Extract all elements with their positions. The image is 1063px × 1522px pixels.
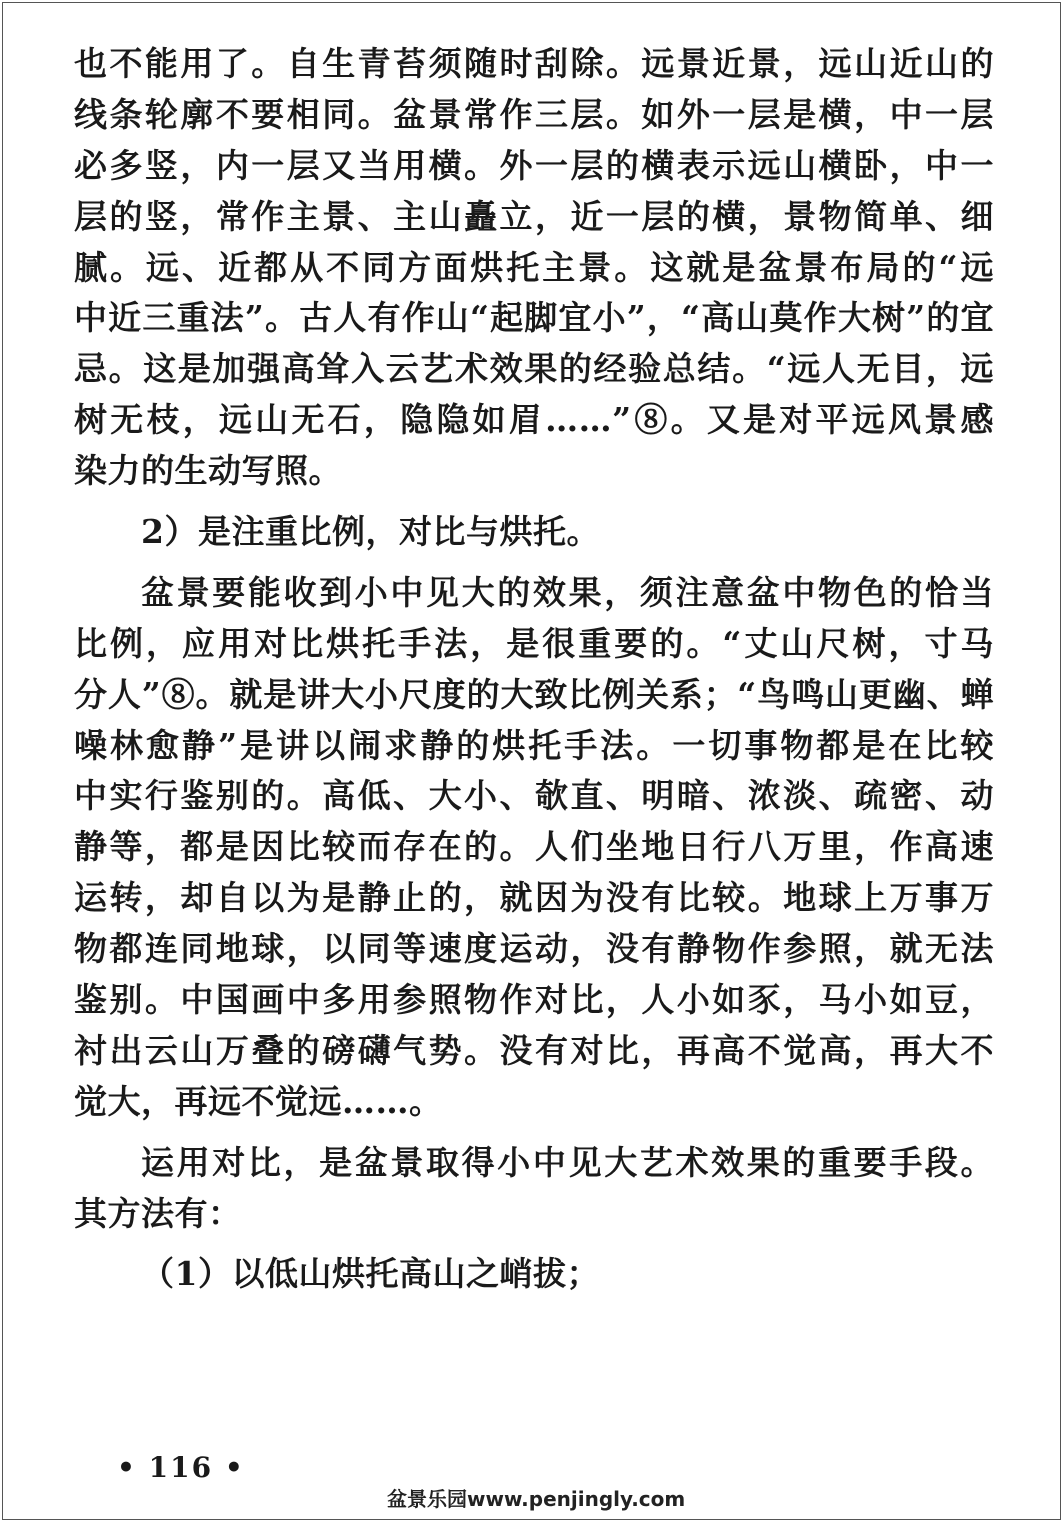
text-line: 线条轮廓不要相同。盆景常作三层。如外一层是横，中一层	[74, 94, 994, 134]
text-line: 中实行鉴别的。高低、大小、欹直、明暗、浓淡、疏密、动	[74, 776, 994, 816]
watermark: 盆景乐园www.penjingly.com	[387, 1487, 686, 1511]
body-text	[74, 39, 994, 1300]
page-number: • 116 •	[117, 1451, 245, 1484]
text-line: 运用对比，是盆景取得小中见大艺术效果的重要手段。	[141, 1142, 994, 1182]
book-page	[2, 2, 1061, 1520]
text-line: 物都连同地球，以同等速度运动，没有静物作参照，就无法	[74, 929, 994, 969]
text-line: 忌。这是加强高耸入云艺术效果的经验总结。“远人无目，远	[74, 349, 994, 389]
text-line: 染力的生动写照。	[74, 451, 342, 491]
text-line: 树无枝，远山无石，隐隐如眉……”⑧。又是对平远风景感	[74, 400, 994, 440]
text-line: 盆景要能收到小中见大的效果，须注意盆中物色的恰当	[141, 572, 994, 612]
list-item: （1）以低山烘托高山之峭拔；	[141, 1254, 600, 1294]
section-heading: 2）是注重比例，对比与烘托。	[141, 512, 600, 552]
text-line: 觉大，再远不觉远……。	[74, 1081, 443, 1121]
text-line: 腻。远、近都从不同方面烘托主景。这就是盆景布局的“远	[74, 247, 994, 287]
text-line: 比例，应用对比烘托手法，是很重要的。“丈山尺树，寸马	[74, 623, 994, 663]
text-line: 运转，却自以为是静止的，就因为没有比较。地球上万事万	[74, 878, 994, 918]
text-line: 层的竖，常作主景、主山矗立，近一层的横，景物简单、细	[74, 196, 994, 236]
text-line: 衬出云山万叠的磅礴气势。没有对比，再高不觉高，再大不	[74, 1030, 994, 1070]
text-line: 其方法有：	[74, 1193, 242, 1233]
text-line: 也不能用了。自生青苔须随时刮除。远景近景，远山近山的	[74, 44, 994, 83]
text-line: 中近三重法”。古人有作山“起脚宜小”，“高山莫作大树”的宜	[74, 298, 994, 338]
text-line: 噪林愈静”是讲以闹求静的烘托手法。一切事物都是在比较	[74, 725, 994, 765]
text-line: 分人”⑧。就是讲大小尺度的大致比例关系；“鸟鸣山更幽、蝉	[74, 674, 994, 714]
text-line: 静等，都是因比较而存在的。人们坐地日行八万里，作高速	[74, 827, 994, 867]
text-line: 必多竖，内一层又当用横。外一层的横表示远山横卧，中一	[74, 145, 994, 185]
text-line: 鉴别。中国画中多用参照物作对比，人小如豕，马小如豆，	[74, 980, 994, 1020]
